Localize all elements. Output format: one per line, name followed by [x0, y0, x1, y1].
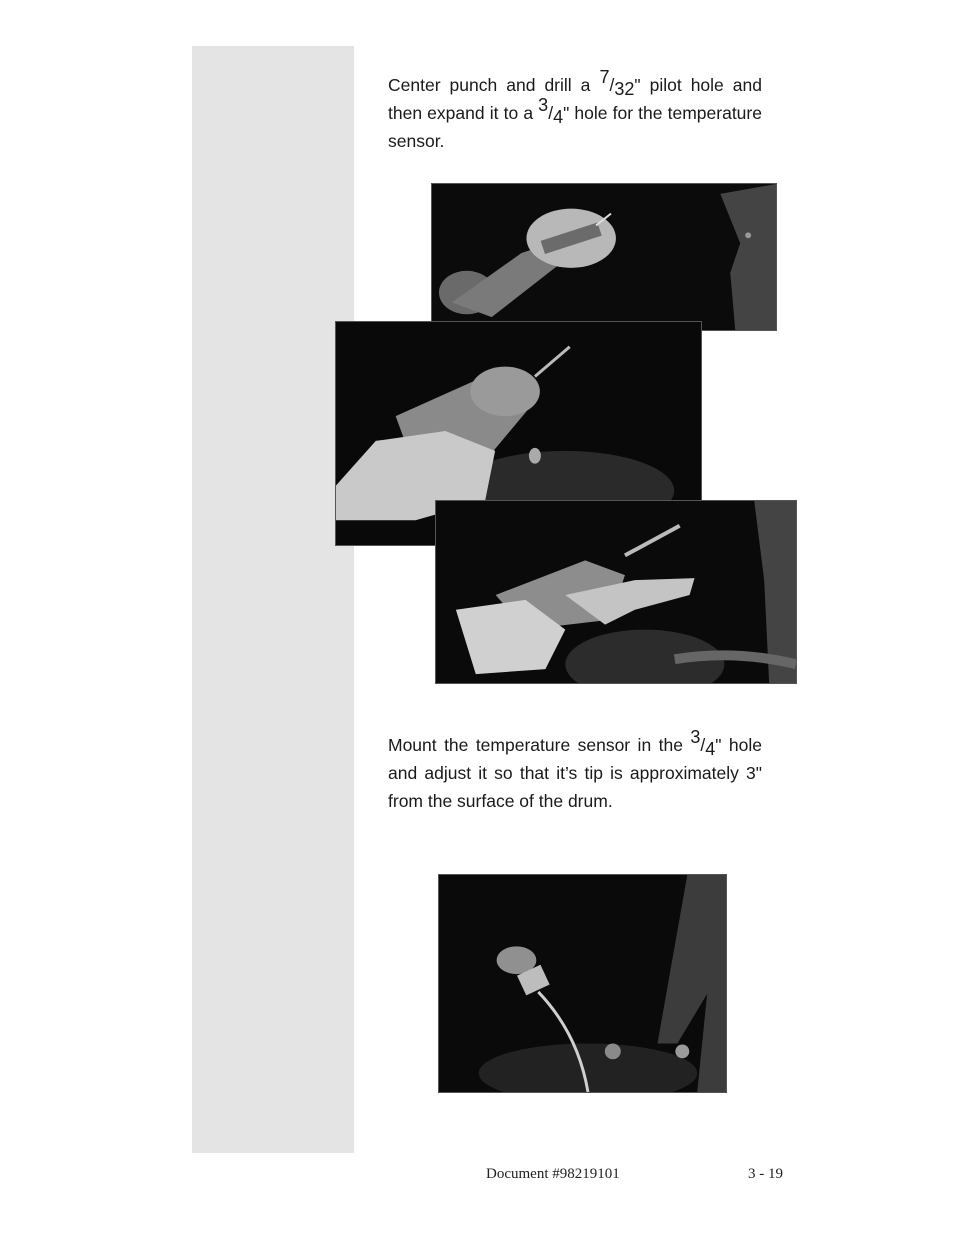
- drill-instructions: Center punch and drill a $^7/_{32}$" pilot hole and then expand it to a $^3/_4$" hole for the temperature sensor.: [388, 66, 763, 151]
- fraction-numerator: 3: [690, 726, 701, 747]
- instruction-text: " pilot hole and then expand it to a: [388, 75, 763, 123]
- page-number: 3 - 19: [748, 1166, 783, 1182]
- photo-center-punch: [431, 183, 777, 331]
- page-sidebar: [192, 46, 354, 1153]
- document-number: Document #98219101: [486, 1166, 620, 1182]
- mount-instructions: Mount the temperature sensor in the $^3/_4$" hole and adjust it so that it’s tip is approximately 3" from the surface of the drum.: [388, 726, 762, 811]
- instruction-text: " hole and adjust it so that it’s tip is approximately 3" from the surface of the drum.: [388, 735, 762, 811]
- photo-drilling-expand-hole: [435, 500, 797, 684]
- photo-mounted-sensor: [438, 874, 727, 1093]
- instruction-text: Center punch and drill a: [388, 75, 600, 95]
- fraction-denominator: 4: [553, 106, 564, 127]
- fraction-numerator: 7: [599, 66, 610, 87]
- fraction-numerator: 3: [538, 94, 549, 115]
- instruction-text: Mount the temperature sensor in the: [388, 735, 691, 755]
- instruction-text: " hole for the temperature sensor.: [388, 103, 762, 151]
- fraction-denominator: 32: [614, 78, 635, 99]
- fraction-denominator: 4: [705, 738, 716, 759]
